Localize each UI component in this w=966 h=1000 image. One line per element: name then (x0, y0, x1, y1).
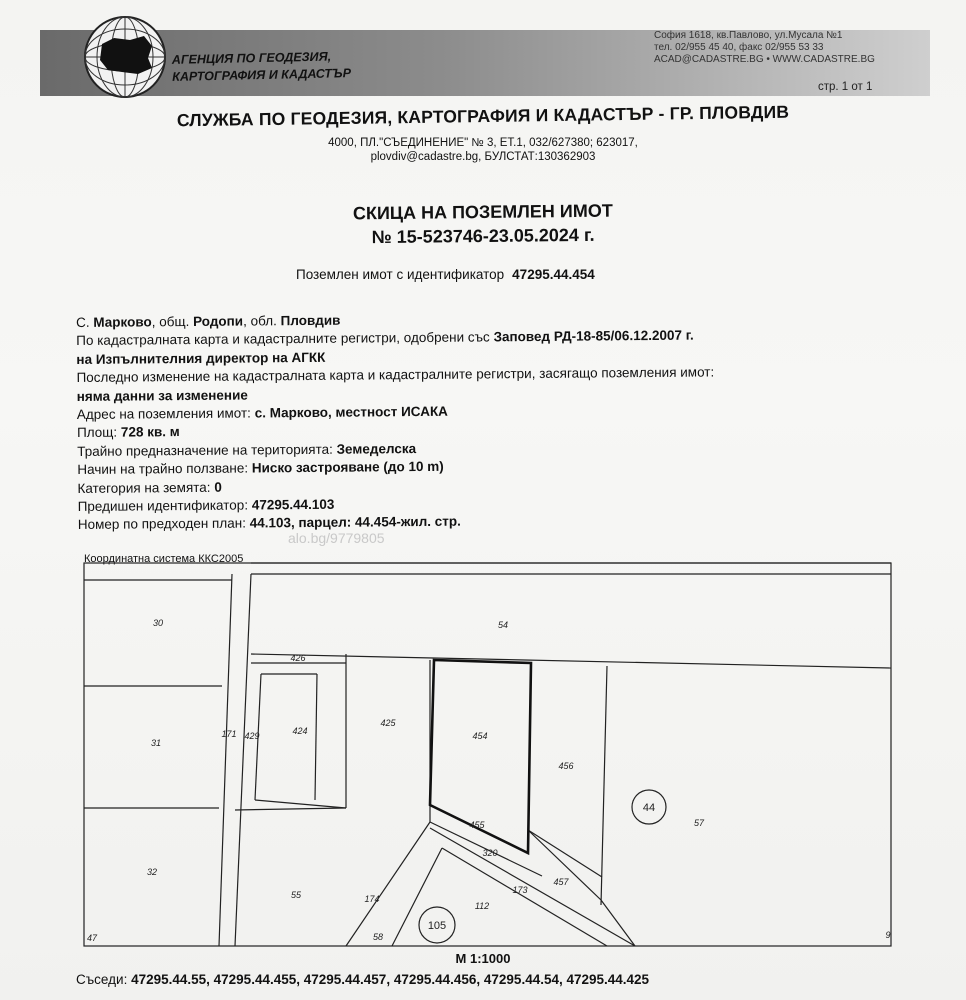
municipality-prefix: , общ. (151, 313, 194, 330)
parcel-label-457: 457 (553, 877, 569, 887)
parcel-label-57: 57 (693, 818, 705, 828)
parcel-label-9: 9 (885, 930, 891, 940)
last-change-line: Последно изменение на кадастралната карта и кадастралните регистри, засягащо поземления имот: (76, 364, 715, 386)
region-prefix: , обл. (243, 313, 281, 329)
agency-contact (654, 30, 894, 66)
service-address (0, 136, 966, 164)
village-prefix: С. (76, 314, 94, 330)
parcel-label-429: 429 (244, 731, 260, 741)
service-address-line1: 4000, ПЛ."СЪЕДИНЕНИЕ" № 3, ЕТ.1, 032/627380; 623017, (328, 137, 638, 149)
block-label-105: 105 (427, 920, 447, 932)
contact-phone: тел. 02/955 45 40, факс 02/955 53 33 (654, 42, 824, 53)
cadastral-map (82, 560, 894, 950)
contact-web: ACAD@CADASTRE.BG • WWW.CADASTRE.BG (654, 54, 875, 65)
village: Марково (93, 314, 152, 330)
identifier-value: 47295.44.454 (512, 267, 595, 282)
watermark: alo.bg/9779805 (288, 530, 385, 546)
neighbors-label: Съседи: (76, 972, 132, 987)
identifier-label: Поземлен имот с идентификатор (296, 267, 505, 282)
address-label: Адрес на поземления имот: (76, 405, 255, 423)
purpose-value: Земеделска (336, 440, 417, 457)
area-label: Площ: (76, 425, 121, 441)
service-address-line2: plovdiv@cadastre.bg, БУЛСТАТ:130362903 (370, 151, 596, 163)
neighbors-list: 47295.44.55, 47295.44.455, 47295.44.457, 47295.44.456, 47295.44.54, 47295.44.425 (131, 972, 650, 987)
agency-globe-logo (82, 14, 168, 100)
prev-id-value: 47295.44.103 (251, 496, 335, 513)
prev-id-label: Предишен идентификатор: (77, 497, 252, 515)
map-scale: М 1:1000 (455, 951, 511, 966)
municipality: Родопи (192, 313, 244, 329)
neighbors-line (76, 972, 649, 987)
identifier-line (296, 267, 595, 282)
parcel-label-320: 320 (482, 848, 498, 858)
contact-address: София 1618, кв.Павлово, ул.Мусала №1 (654, 30, 843, 41)
category-label: Категория на земята: (77, 479, 215, 496)
document-title-text: СКИЦА НА ПОЗЕМЛЕН ИМОТ (352, 200, 613, 224)
parcel-label-456: 456 (558, 761, 574, 771)
usage-label: Начин на трайно ползване: (77, 460, 252, 478)
parcel-label-31: 31 (150, 738, 162, 748)
parcel-labels (87, 618, 891, 943)
address-value: с. Марково, местност ИСАКА (254, 403, 448, 421)
last-change-value: няма данни за изменение (76, 387, 248, 404)
page-number: стр. 1 от 1 (818, 81, 873, 93)
parcel-label-173: 173 (512, 885, 528, 895)
parcel-label-454: 454 (472, 731, 488, 741)
parcel-label-58: 58 (372, 932, 384, 942)
parcel-boundaries (84, 563, 891, 946)
document-number: № 15-523746-23.05.2024 г. (371, 224, 595, 248)
parcel-label-47: 47 (86, 933, 98, 943)
usage-value: Ниско застрояване (до 10 m) (251, 459, 444, 476)
parcel-label-455: 455 (469, 820, 485, 830)
agency-name-line2: КАРТОГРАФИЯ И КАДАСТЪР (172, 66, 352, 84)
coordinate-system: Координатна система ККС2005 (84, 553, 244, 565)
agency-name-line1: АГЕНЦИЯ ПО ГЕОДЕЗИЯ, (171, 49, 332, 67)
agency-name (172, 48, 352, 86)
parcel-label-424: 424 (292, 726, 308, 736)
prev-plan-value: 44.103, парцел: 44.454-жил. стр. (249, 514, 461, 531)
property-details (76, 308, 716, 534)
parcel-label-30: 30 (152, 618, 164, 628)
parcel-label-426: 426 (290, 653, 306, 663)
area-value: 728 кв. м (120, 424, 180, 441)
document-title (0, 195, 966, 253)
region: Пловдив (280, 312, 341, 329)
prev-plan-label: Номер по предходен план: (77, 515, 250, 533)
block-label-44: 44 (642, 802, 656, 814)
purpose-label: Трайно предназначение на територията: (77, 441, 337, 459)
service-title: СЛУЖБА ПО ГЕОДЕЗИЯ, КАРТОГРАФИЯ И КАДАСТЪР - ГР. ПЛОВДИВ (176, 101, 790, 131)
category-value: 0 (214, 479, 222, 495)
approval-by: на Изпълнителния директор на АГКК (76, 349, 326, 367)
parcel-label-55: 55 (290, 890, 302, 900)
parcel-label-54: 54 (497, 620, 509, 630)
parcel-label-171: 171 (221, 729, 237, 739)
parcel-label-174: 174 (364, 894, 380, 904)
approval-order: Заповед РД-18-85/06.12.2007 г. (493, 328, 694, 345)
parcel-label-112: 112 (474, 901, 490, 911)
parcel-label-32: 32 (146, 867, 158, 877)
parcel-label-425: 425 (380, 718, 396, 728)
approval-text: По кадастралната карта и кадастралните регистри, одобрени със (76, 329, 494, 349)
